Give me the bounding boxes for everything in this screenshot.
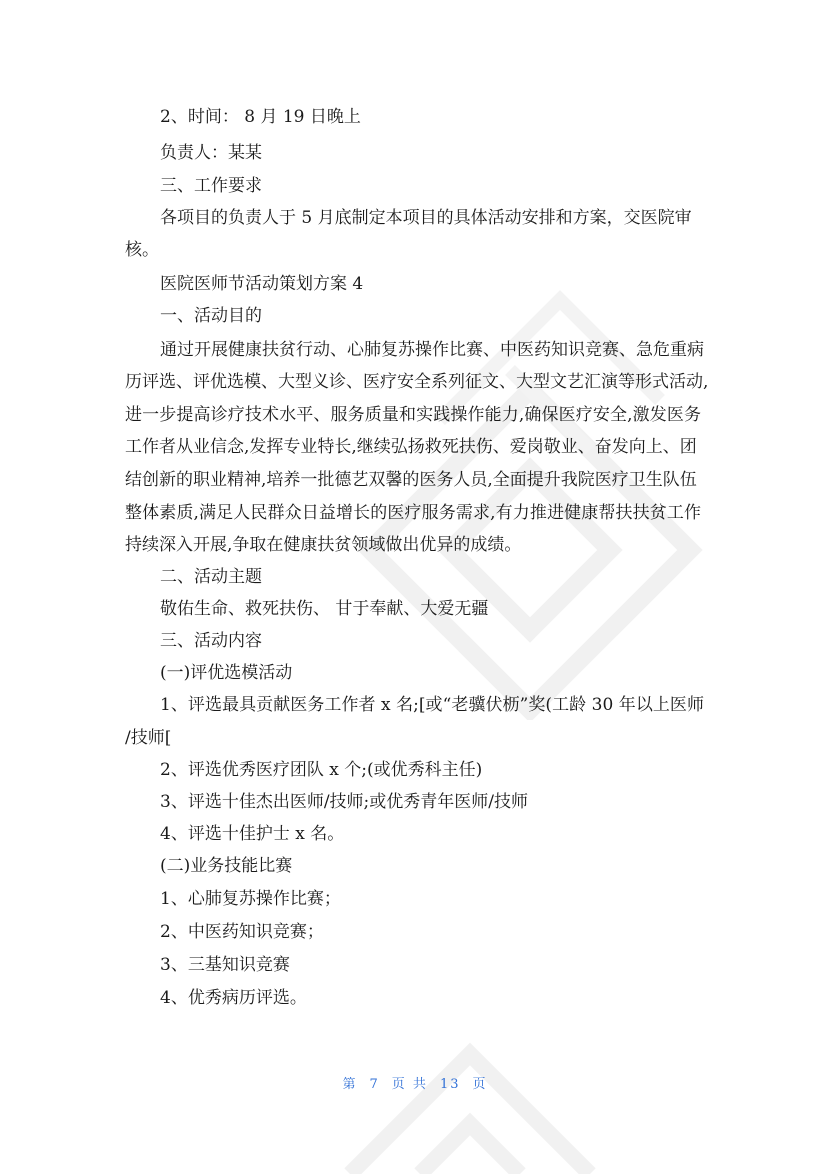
section-heading: 一、活动目的 <box>160 306 262 326</box>
list-item: 4、优秀病历评选。 <box>160 988 307 1008</box>
text-line: 负责人：某某 <box>160 143 262 163</box>
total-pages-number: 13 <box>439 1077 461 1092</box>
footer-mid: 页 共 <box>391 1077 428 1092</box>
text-line: 工作者从业信念,发挥专业特长,继续弘扬救死扶伤、爱岗敬业、奋发向上、团 <box>125 437 697 457</box>
list-item: 1、评选最具贡献医务工作者 x 名;[或“老骥伏枥”奖(工龄 30 年以上医师 <box>160 695 704 715</box>
section-heading: 三、活动内容 <box>160 631 262 651</box>
page-footer <box>0 1073 830 1092</box>
text-line: 整体素质,满足人民群众日益增长的医疗服务需求,有力推进健康帮扶扶贫工作 <box>125 503 701 523</box>
text-line: 进一步提高诊疗技术水平、服务质量和实践操作能力,确保医疗安全,激发医务 <box>125 405 701 425</box>
subsection-heading: (一)评优选模活动 <box>160 663 293 683</box>
text-line: 通过开展健康扶贫行动、心肺复苏操作比赛、中医药知识竞赛、急危重病 <box>160 340 704 360</box>
list-item-continuation: /技师[ <box>125 728 172 748</box>
current-page-number: 7 <box>369 1077 380 1092</box>
text-line: 2、时间： 8 月 19 日晚上 <box>160 107 361 127</box>
text-line: 各项目的负责人于 5 月底制定本项目的具体活动安排和方案，交医院审 <box>160 208 692 228</box>
document-title: 医院医师节活动策划方案 4 <box>160 274 364 294</box>
text-line: 敬佑生命、救死扶伤、 甘于奉献、大爱无疆 <box>160 599 489 619</box>
text-line: 核。 <box>125 240 159 260</box>
text-line: 历评选、评优选模、大型义诊、医疗安全系列征文、大型文艺汇演等形式活动, <box>125 372 709 392</box>
footer-suffix: 页 <box>472 1077 488 1092</box>
list-item: 1、心肺复苏操作比赛； <box>160 889 341 909</box>
list-item: 2、评选优秀医疗团队 x 个;(或优秀科主任) <box>160 760 483 780</box>
subsection-heading: (二)业务技能比赛 <box>160 856 293 876</box>
text-line: 结创新的职业精神,培养一批德艺双馨的医务人员,全面提升我院医疗卫生队伍 <box>125 470 697 490</box>
list-item: 3、评选十佳杰出医师/技师;或优秀青年医师/技师 <box>160 792 528 812</box>
section-heading: 二、活动主题 <box>160 567 262 587</box>
section-heading: 三、工作要求 <box>160 176 262 196</box>
footer-prefix: 第 <box>342 1077 358 1092</box>
list-item: 2、中医药知识竞赛； <box>160 922 324 942</box>
list-item: 3、三基知识竞赛 <box>160 955 290 975</box>
list-item: 4、评选十佳护士 x 名。 <box>160 824 345 844</box>
text-line: 持续深入开展,争取在健康扶贫领域做出优异的成绩。 <box>125 535 522 555</box>
